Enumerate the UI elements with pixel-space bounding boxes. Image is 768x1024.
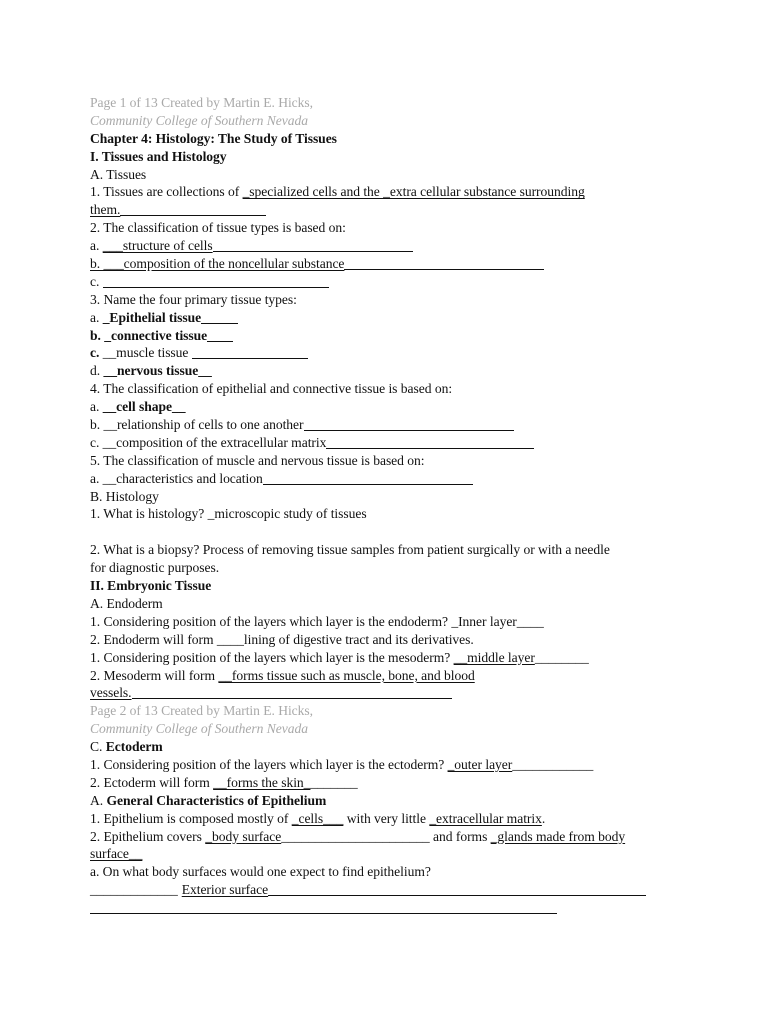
subheading-ectoderm: C. Ectoderm (90, 739, 163, 755)
question-5a: a. __characteristics and location (90, 470, 690, 488)
college-name-2: Community College of Southern Nevada (90, 721, 308, 737)
epithelium-question-2: 2. Epithelium covers _body surface______________________ and forms _glands made from body (90, 828, 626, 844)
answer-1: _specialized cells and the _extra cellular substance surrounding (242, 184, 585, 200)
question-3d: d. __nervous tissue__ (90, 363, 212, 379)
subheading-epithelium: A. General Characteristics of Epithelium (90, 792, 327, 808)
question-4b: b. __relationship of cells to one another (90, 416, 690, 434)
ectoderm-question-2: 2. Ectoderm will form __forms the skin________ (90, 774, 358, 790)
epithelium-question-2a: a. On what body surfaces would one expect to find epithelium? (90, 864, 431, 880)
question-3c: c. __muscle tissue (90, 344, 690, 362)
epithelium-question-2-cont: surface__ (90, 846, 143, 862)
question-3a: a. _Epithelial tissue (90, 309, 690, 327)
page-header-2: Page 2 of 13 Created by Martin E. Hicks, (90, 703, 314, 719)
epithelium-question-1: 1. Epithelium is composed mostly of _cells___ with very little _extracellular matrix. (90, 810, 546, 826)
histology-question-2: 2. What is a biopsy? Process of removing tissue samples from patient surgically or with a needle (90, 542, 610, 558)
blank-line (304, 417, 514, 431)
section-heading-tissues: I. Tissues and Histology (90, 148, 227, 164)
blank-line (120, 202, 266, 216)
blank-line (201, 310, 238, 324)
mesoderm-question-1: 1. Considering position of the layers which layer is the mesoderm? __middle layer________ (90, 649, 589, 665)
blank-line (103, 274, 329, 288)
question-2c: c. (90, 273, 690, 291)
question-1: 1. Tissues are collections of _specialized cells and the _extra cellular substance surrounding (90, 184, 585, 200)
blank-line (326, 435, 534, 449)
question-2a: a. ___structure of cells (90, 237, 690, 255)
subheading-endoderm: A. Endoderm (90, 595, 163, 611)
question-4c: c. __composition of the extracellular matrix (90, 434, 690, 452)
mesoderm-question-2-cont: vessels. (90, 684, 690, 702)
blank-line (213, 238, 413, 252)
endoderm-question-1: 1. Considering position of the layers which layer is the endoderm? _Inner layer____ (90, 613, 544, 629)
blank-line (268, 882, 646, 896)
epithelium-answer-2a: _____________ Exterior surface (90, 881, 690, 899)
question-3: 3. Name the four primary tissue types: (90, 291, 297, 307)
answer-blank-line (90, 899, 690, 917)
mesoderm-question-2: 2. Mesoderm will form __forms tissue such as muscle, bone, and blood (90, 667, 475, 683)
histology-question-1: 1. What is histology? _microscopic study of tissues (90, 506, 367, 522)
subheading-tissues: A. Tissues (90, 166, 147, 182)
chapter-title: Chapter 4: Histology: The Study of Tissues (90, 130, 337, 146)
question-2: 2. The classification of tissue types is based on: (90, 220, 346, 236)
spacer (90, 523, 690, 541)
question-4a: a. __cell shape__ (90, 399, 186, 415)
question-4: 4. The classification of epithelial and connective tissue is based on: (90, 381, 453, 397)
blank-line (90, 900, 557, 914)
question-3b: b. _connective tissue (90, 327, 690, 345)
page-header-1: Page 1 of 13 Created by Martin E. Hicks, (90, 95, 314, 110)
blank-line (344, 256, 544, 270)
section-heading-embryonic: II. Embryonic Tissue (90, 578, 212, 594)
ectoderm-question-1: 1. Considering position of the layers which layer is the ectoderm? _outer layer____________ (90, 756, 594, 772)
histology-question-2-cont: for diagnostic purposes. (90, 560, 220, 576)
subheading-histology: B. Histology (90, 488, 159, 504)
blank-line (207, 328, 233, 342)
question-5: 5. The classification of muscle and nervous tissue is based on: (90, 452, 425, 468)
endoderm-question-2: 2. Endoderm will form ____lining of digestive tract and its derivatives. (90, 631, 474, 647)
question-2b: b. ___composition of the noncellular substance (90, 255, 690, 273)
college-name-1: Community College of Southern Nevada (90, 112, 308, 128)
blank-line (263, 471, 473, 485)
blank-line (132, 685, 452, 699)
question-1-cont: them. (90, 201, 690, 219)
document-page (90, 94, 690, 917)
blank-line (192, 345, 308, 359)
